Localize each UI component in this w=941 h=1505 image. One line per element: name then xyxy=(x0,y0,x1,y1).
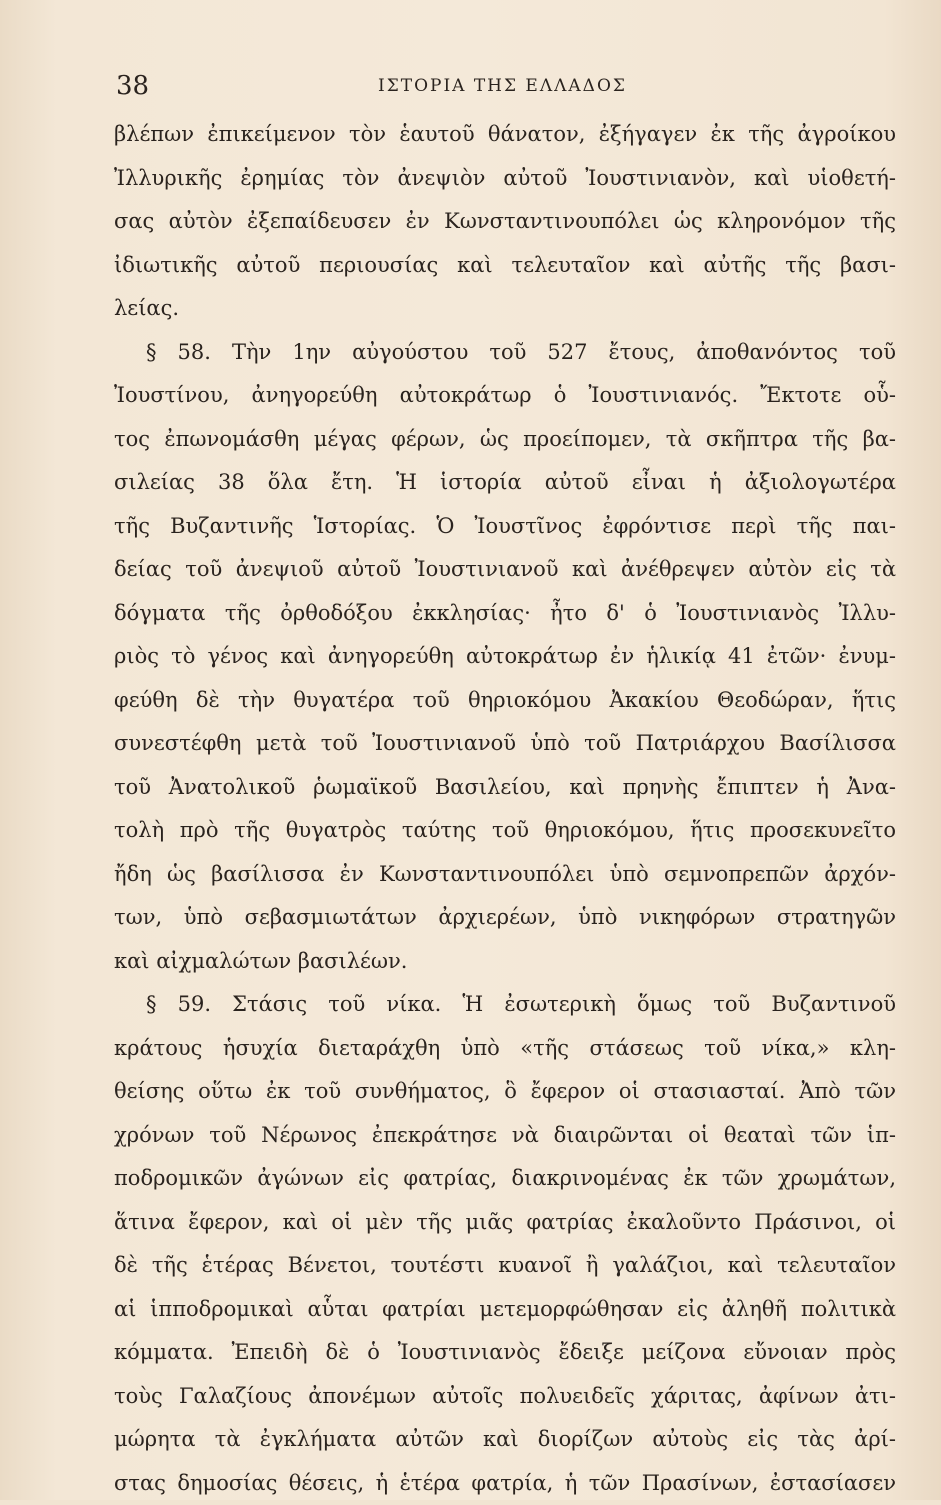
text-line: θείσης οὕτω ἐκ τοῦ συνθήματος, ὃ ἔφερον οἱ στασιασταί. Ἀπὸ τῶν xyxy=(114,1070,896,1114)
text-line: φεύθη δὲ τὴν θυγατέρα τοῦ θηριοκόμου Ἀκακίου Θεοδώραν, ἥτις xyxy=(114,679,896,723)
text-line: τολὴ πρὸ τῆς θυγατρὸς ταύτης τοῦ θηριοκόμου, ἥτις προσεκυνεῖτο xyxy=(114,809,896,853)
text-line: μώρητα τὰ ἐγκλήματα αὐτῶν καὶ διορίζων αὐτοὺς εἰς τὰς ἀρί- xyxy=(114,1418,896,1462)
text-line: τοὺς Γαλαζίους ἀπονέμων αὐτοῖς πολυειδεῖς χάριτας, ἀφίνων ἀτι- xyxy=(114,1375,896,1419)
text-line: κόμματα. Ἐπειδὴ δὲ ὁ Ἰουστινιανὸς ἔδειξε μείζονα εὔνοιαν πρὸς xyxy=(114,1331,896,1375)
text-line: ἰδιωτικῆς αὐτοῦ περιουσίας καὶ τελευταῖον καὶ αὐτῆς τῆς βασι- xyxy=(114,244,896,288)
text-line: των, ὑπὸ σεβασμιωτάτων ἀρχιερέων, ὑπὸ νικηφόρων στρατηγῶν xyxy=(114,896,896,940)
text-line: καὶ αἰχμαλώτων βασιλέων. xyxy=(114,940,896,984)
text-line: τοῦ Ἀνατολικοῦ ῥωμαϊκοῦ Βασιλείου, καὶ πρηνὴς ἔπιπτεν ἡ Ἀνα- xyxy=(114,766,896,810)
text-line: δόγματα τῆς ὀρθοδόξου ἐκκλησίας· ἦτο δ' ὁ Ἰουστινιανὸς Ἰλλυ- xyxy=(114,592,896,636)
page-body xyxy=(114,113,896,1505)
text-line: σας αὐτὸν ἐξεπαίδευσεν ἐν Κωνσταντινουπόλει ὡς κληρονόμον τῆς xyxy=(114,200,896,244)
text-line: λείας. xyxy=(114,287,896,331)
text-line: τῆς Βυζαντινῆς Ἱστορίας. Ὁ Ἰουστῖνος ἐφρόντισε περὶ τῆς παι- xyxy=(114,505,896,549)
section-59-heading-line: § 59. Στάσις τοῦ νίκα. Ἡ ἐσωτερικὴ ὅμως τοῦ Βυζαντινοῦ xyxy=(114,983,896,1027)
text-line: ἅτινα ἔφερον, καὶ οἱ μὲν τῆς μιᾶς φατρίας ἐκαλοῦντο Πράσινοι, οἱ xyxy=(114,1201,896,1245)
text-line: ριὸς τὸ γένος καὶ ἀνηγορεύθη αὐτοκράτωρ ἐν ἡλικίᾳ 41 ἐτῶν· ἐνυμ- xyxy=(114,635,896,679)
section-58-heading-line: § 58. Τὴν 1ην αὐγούστου τοῦ 527 ἔτους, ἀποθανόντος τοῦ xyxy=(114,331,896,375)
text-line: ἤδη ὡς βασίλισσα ἐν Κωνσταντινουπόλει ὑπὸ σεμνοπρεπῶν ἀρχόν- xyxy=(114,853,896,897)
text-line: βλέπων ἐπικείμενον τὸν ἑαυτοῦ θάνατον, ἐξήγαγεν ἐκ τῆς ἀγροίκου xyxy=(114,113,896,157)
text-line: δείας τοῦ ἀνεψιοῦ αὐτοῦ Ἰουστινιανοῦ καὶ ἀνέθρεψεν αὐτὸν εἰς τὰ xyxy=(114,548,896,592)
text-line: σιλείας 38 ὅλα ἔτη. Ἡ ἱστορία αὐτοῦ εἶναι ἡ ἀξιολογωτέρα xyxy=(114,461,896,505)
text-line: συνεστέφθη μετὰ τοῦ Ἰουστινιανοῦ ὑπὸ τοῦ Πατριάρχου Βασίλισσα xyxy=(114,722,896,766)
text-line: κράτους ἡσυχία διεταράχθη ὑπὸ «τῆς στάσεως τοῦ νίκα,» κλη- xyxy=(114,1027,896,1071)
text-line: Ἰλλυρικῆς ἐρημίας τὸν ἀνεψιὸν αὐτοῦ Ἰουστινιανὸν, καὶ υἱοθετή- xyxy=(114,157,896,201)
text-line: τος ἐπωνομάσθη μέγας φέρων, ὡς προείπομεν, τὰ σκῆπτρα τῆς βα- xyxy=(114,418,896,462)
running-title: ΙΣΤΟΡΙΑ ΤΗΣ ΕΛΛΑΔΟΣ xyxy=(378,66,627,106)
text-line: στας δημοσίας θέσεις, ἡ ἑτέρα φατρία, ἡ τῶν Πρασίνων, ἐστασίασεν xyxy=(114,1462,896,1505)
page-header xyxy=(116,66,896,106)
text-line: ποδρομικῶν ἀγώνων εἰς φατρίας, διακρινομένας ἐκ τῶν χρωμάτων, xyxy=(114,1157,896,1201)
page-number: 38 xyxy=(116,66,149,106)
text-line: χρόνων τοῦ Νέρωνος ἐπεκράτησε νὰ διαιρῶνται οἱ θεαταὶ τῶν ἱπ- xyxy=(114,1114,896,1158)
text-line: αἱ ἱπποδρομικαὶ αὗται φατρίαι μετεμορφώθησαν εἰς ἀληθῆ πολιτικὰ xyxy=(114,1288,896,1332)
text-line: Ἰουστίνου, ἀνηγορεύθη αὐτοκράτωρ ὁ Ἰουστινιανός. Ἔκτοτε οὗ- xyxy=(114,374,896,418)
text-line: δὲ τῆς ἑτέρας Βένετοι, τουτέστι κυανοῖ ἢ γαλάζιοι, καὶ τελευταῖον xyxy=(114,1244,896,1288)
